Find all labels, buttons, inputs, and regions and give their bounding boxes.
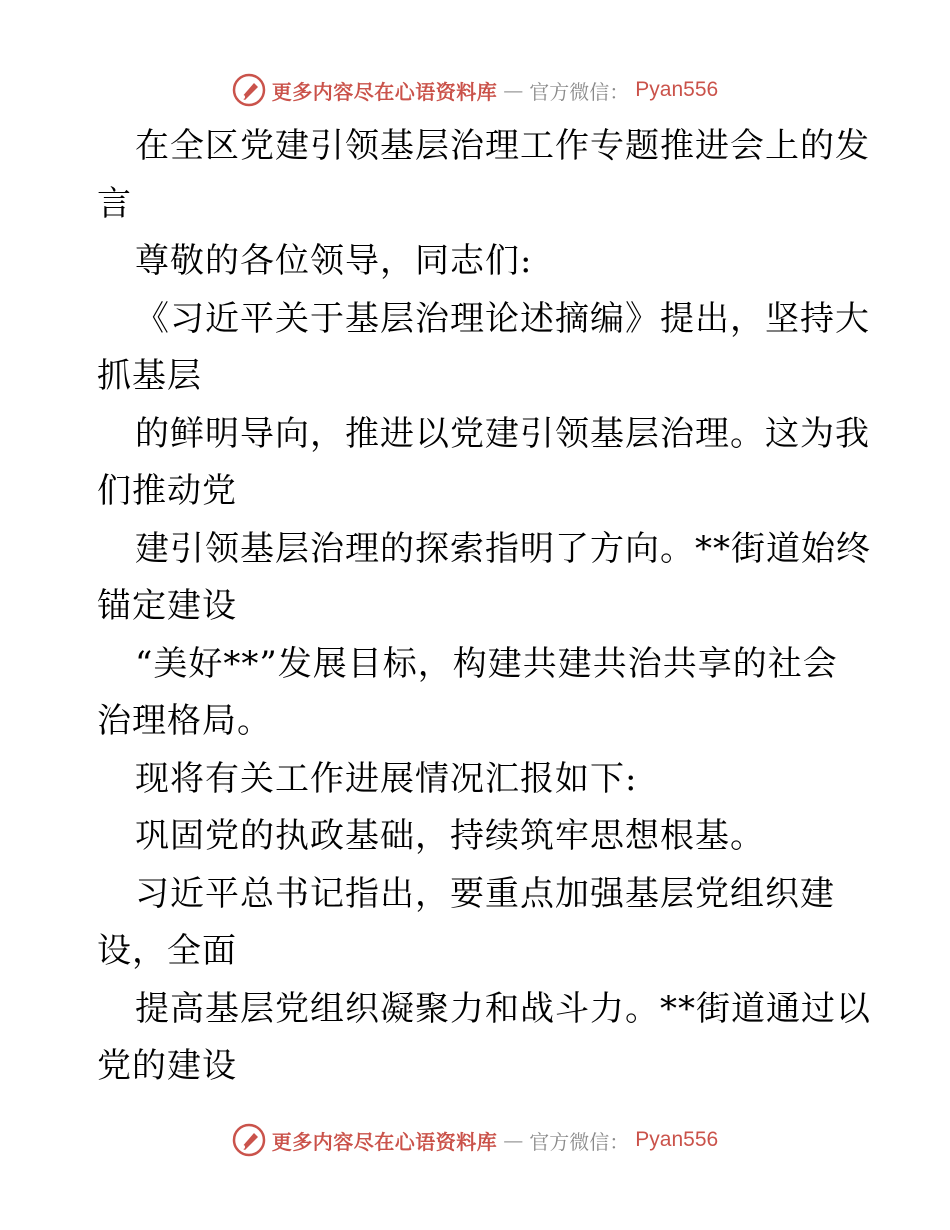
text-line: “美好**”发展目标，构建共建共治共享的社会 (135, 643, 838, 684)
text-line: 巩固党的执政基础，持续筑牢思想根基。 (135, 816, 765, 856)
pen-logo-icon (232, 73, 266, 107)
banner-separator: — (503, 78, 524, 102)
banner-wechat-label: 官方微信： (529, 79, 630, 104)
text-line: 在全区党建引领基层治理工作专题推进会上的发 (135, 126, 870, 166)
text-line: 党的建设 (97, 1046, 237, 1086)
banner-text: 更多内容尽在心语资料库 (271, 79, 498, 104)
text-line: 设，全面 (97, 931, 237, 971)
text-line: 建引领基层治理的探索指明了方向。**街道始终 (135, 528, 871, 569)
text-line: 治理格局。 (97, 701, 272, 741)
text-line: 尊敬的各位领导，同志们: (135, 241, 533, 281)
footer-banner (0, 1120, 950, 1160)
text-line: 抓基层 (97, 356, 202, 396)
banner-wechat-id: Pyan556 (635, 78, 719, 101)
text-line: 言 (97, 183, 132, 224)
text-line: 们推动党 (97, 471, 237, 511)
text-line: 《习近平关于基层治理论述摘编》提出，坚持大 (135, 298, 870, 339)
text-line: 锚定建设 (97, 586, 237, 626)
header-banner (0, 70, 950, 110)
text-line: 的鲜明导向，推进以党建引领基层治理。这为我 (135, 413, 870, 454)
text-line: 习近平总书记指出，要重点加强基层党组织建 (135, 873, 835, 914)
text-line: 提高基层党组织凝聚力和战斗力。**街道通过以 (135, 988, 871, 1029)
pen-logo-icon (232, 1123, 266, 1157)
banner-wechat-label: 官方微信： (529, 1129, 630, 1154)
document-body (97, 118, 871, 1096)
banner-separator: — (503, 1128, 524, 1152)
banner-text: 更多内容尽在心语资料库 (271, 1129, 498, 1154)
banner-wechat-id: Pyan556 (635, 1128, 719, 1151)
text-line: 现将有关工作进展情况汇报如下: (135, 758, 638, 799)
